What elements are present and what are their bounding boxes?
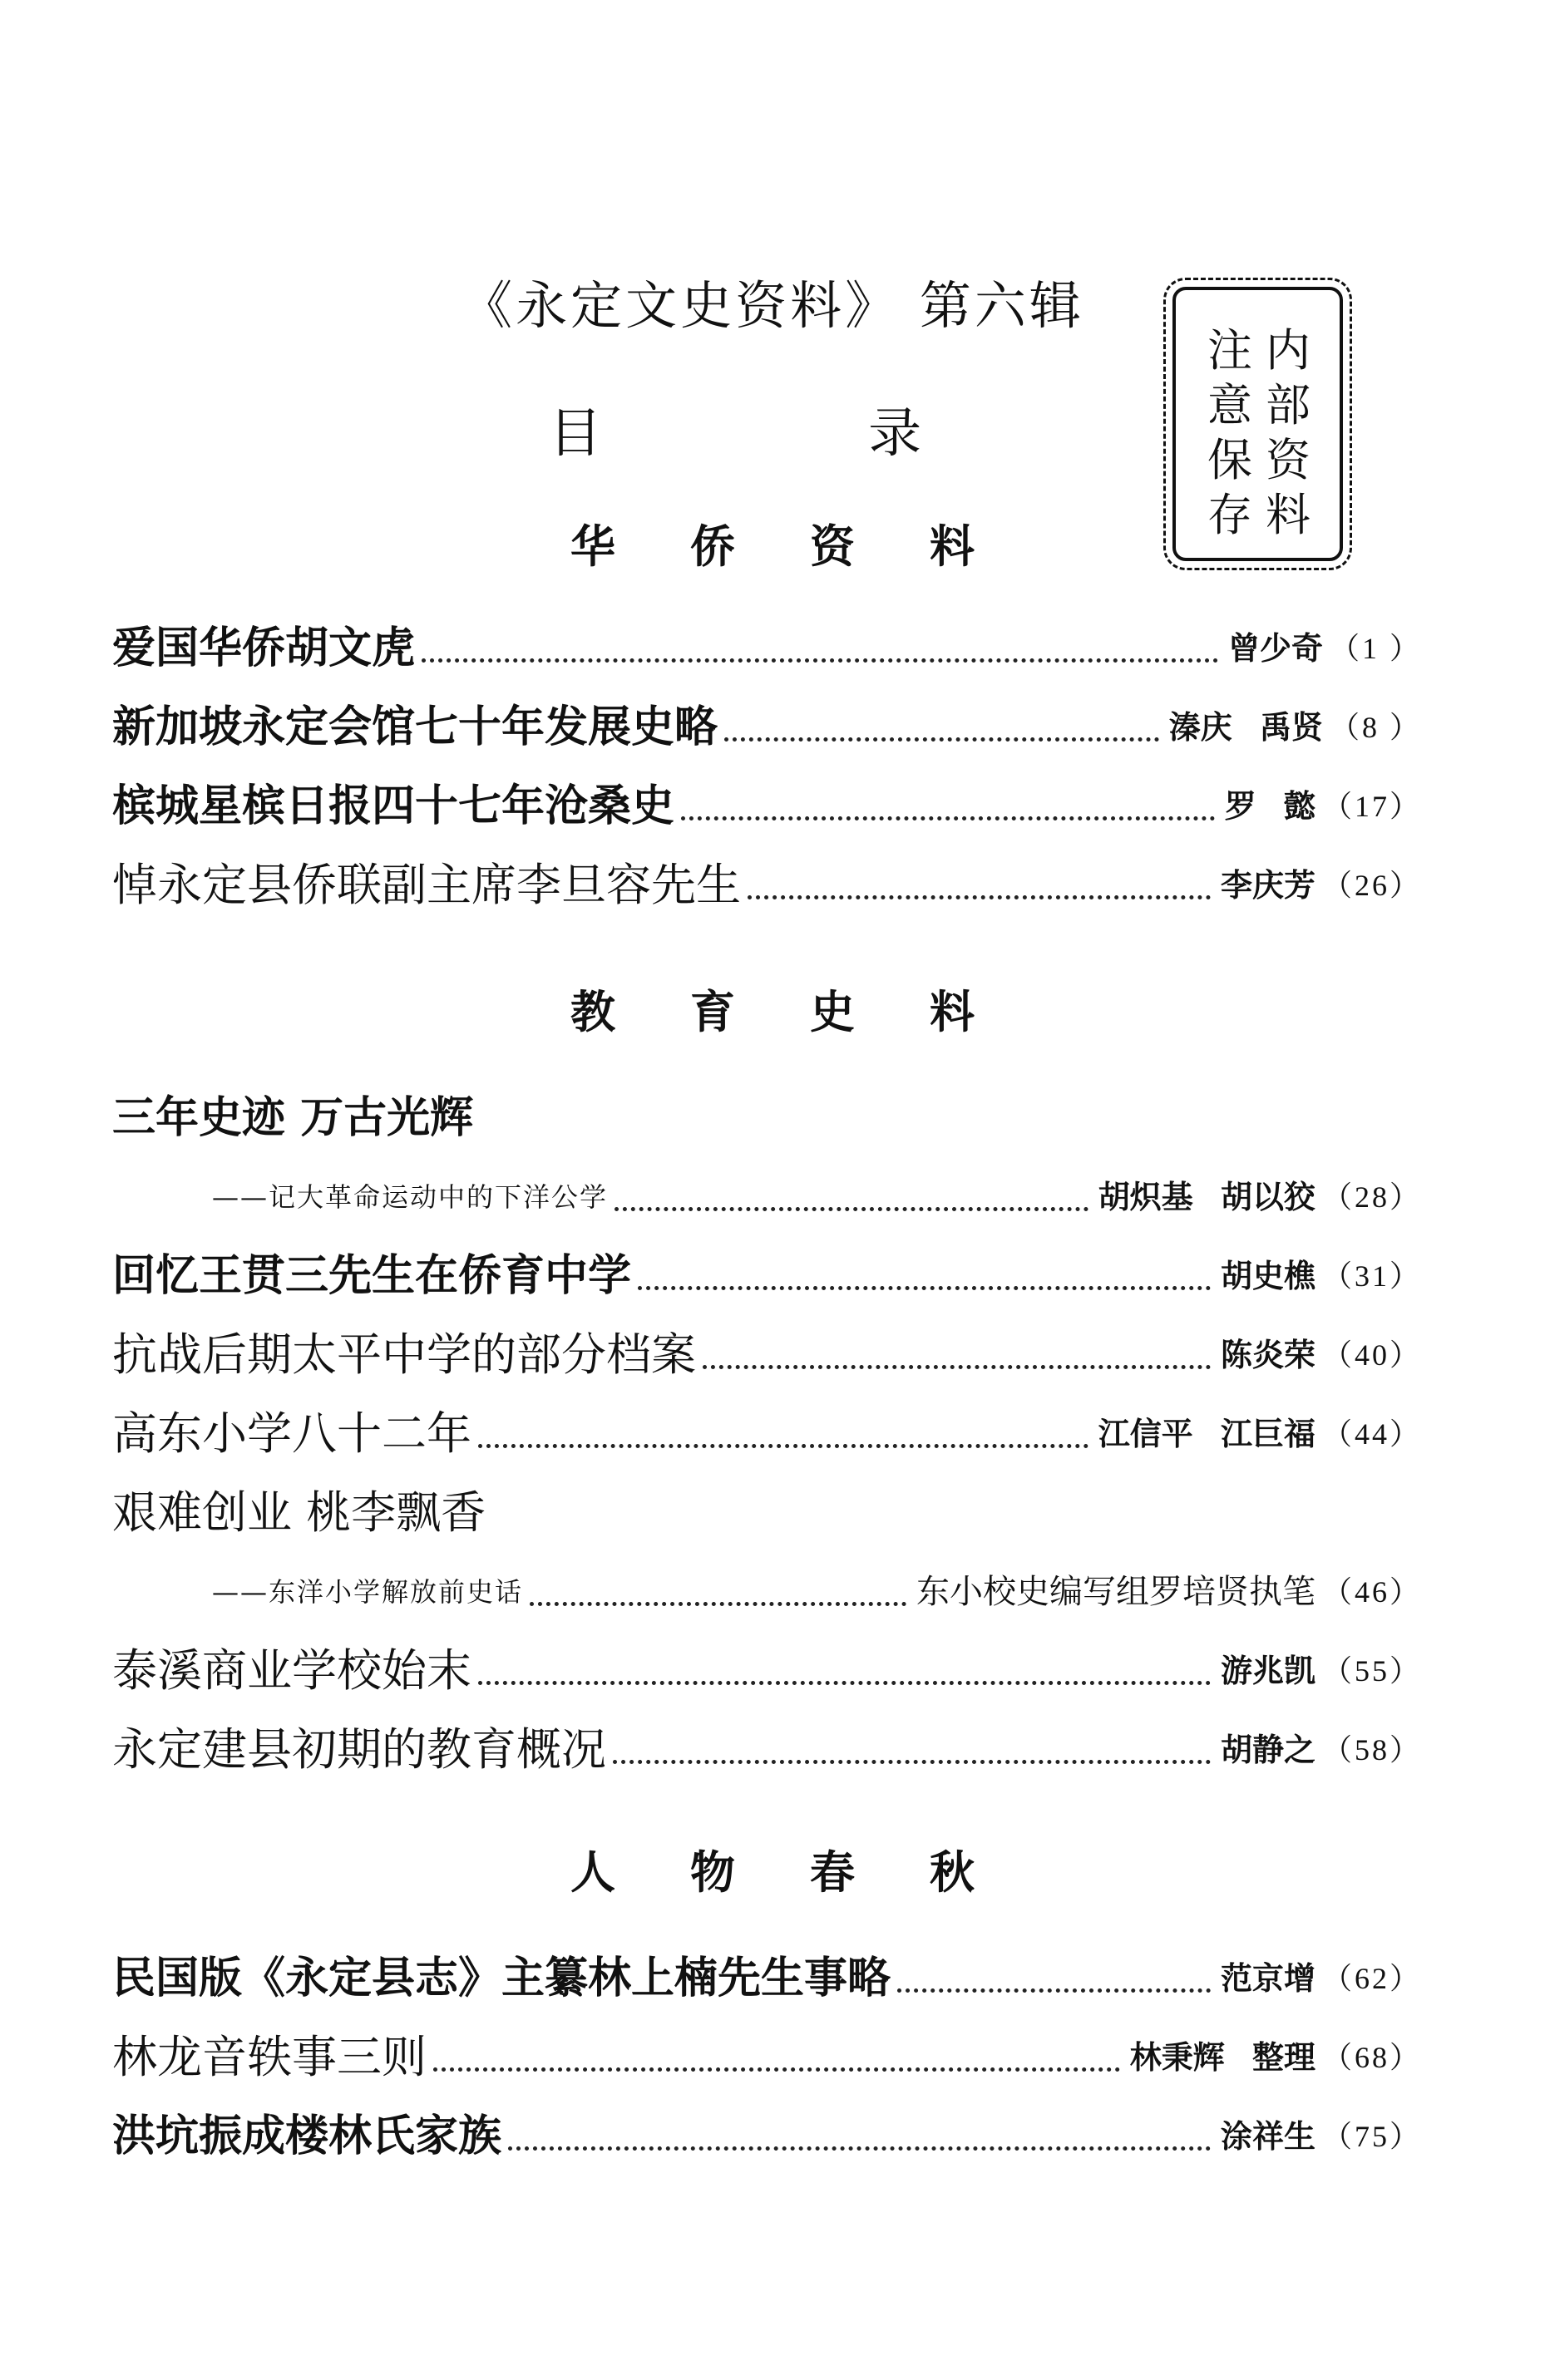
- toc-entry[interactable]: [112, 2107, 1422, 2166]
- entry-title: 艰难创业 桃李飘香: [112, 1486, 486, 1539]
- entry-page: （55）: [1321, 1654, 1422, 1688]
- entry-title: 民国版《永定县志》主纂林上楠先生事略: [112, 1954, 891, 2003]
- entry-author: 林秉辉 整理: [1129, 2039, 1315, 2076]
- entry-author: 胡炽基 胡以狡: [1098, 1179, 1315, 1215]
- section-heading: 人物春秋: [570, 1846, 1049, 1899]
- toc-entry[interactable]: [112, 856, 1422, 914]
- toc-entry[interactable]: [112, 1247, 1422, 1305]
- entry-author: 曾少奇: [1227, 630, 1323, 667]
- entry-title: 抗战后期太平中学的部分档案: [112, 1328, 696, 1381]
- entry-author: 东小校史编写组罗培贤执笔: [916, 1573, 1315, 1611]
- toc-entry[interactable]: [112, 1326, 1422, 1384]
- leader-dots: [703, 1365, 1211, 1369]
- entry-author: 胡静之: [1220, 1732, 1315, 1768]
- toc-entry[interactable]: [112, 698, 1422, 756]
- entry-title: 永定建县初期的教育概况: [112, 1723, 606, 1776]
- stamp-char: 部: [1266, 379, 1311, 431]
- entry-title: 悼永定县侨联副主席李旦容先生: [112, 859, 741, 911]
- entry-page: （31）: [1321, 1259, 1422, 1293]
- stamp-char: 意: [1207, 379, 1252, 431]
- entry-subtitle: ——东洋小学解放前史话: [212, 1576, 524, 1608]
- entry-author: 范京增: [1220, 1960, 1315, 1997]
- entry-page: （46）: [1321, 1575, 1422, 1609]
- entry-author: 李庆芳: [1220, 867, 1315, 904]
- leader-dots: [422, 658, 1218, 663]
- entry-page: （44）: [1321, 1417, 1422, 1451]
- toc-entry[interactable]: [112, 1168, 1422, 1226]
- entry-title: 槟城星槟日报四十七年沧桑史: [112, 781, 675, 831]
- stamp-char: 注: [1207, 324, 1252, 377]
- leader-dots: [433, 2067, 1120, 2072]
- toc-entry[interactable]: [112, 1484, 1422, 1542]
- toc-entry[interactable]: [112, 1089, 1422, 1147]
- toc-entry[interactable]: [112, 1405, 1422, 1463]
- stamp-char: 内: [1266, 324, 1311, 377]
- leader-dots: [508, 2146, 1211, 2151]
- entry-author: 涂祥生: [1220, 2118, 1315, 2155]
- leader-dots: [478, 1681, 1211, 1685]
- leader-dots: [681, 816, 1215, 820]
- entry-author: 罗 懿: [1224, 788, 1315, 825]
- leader-dots: [724, 737, 1159, 742]
- entry-title: 回忆王贯三先生在侨育中学: [112, 1251, 632, 1301]
- entry-author: 胡史樵: [1220, 1258, 1315, 1294]
- toc-entry[interactable]: [112, 1721, 1422, 1779]
- leader-dots: [897, 1988, 1211, 1993]
- entry-title: 爱国华侨胡文虎: [112, 623, 416, 673]
- entry-author: 江信平 江巨福: [1098, 1416, 1315, 1452]
- toc-entry[interactable]: [112, 2028, 1422, 2087]
- stamp-char: 料: [1266, 489, 1311, 541]
- toc-entry[interactable]: [112, 619, 1422, 678]
- entry-page: （62）: [1321, 1962, 1422, 1995]
- leader-dots: [613, 1760, 1211, 1764]
- leader-dots: [748, 895, 1211, 899]
- entry-title: 新加坡永定会馆七十年发展史略: [112, 702, 718, 752]
- entry-title: 高东小学八十二年: [112, 1407, 471, 1460]
- entry-page: （17）: [1321, 790, 1422, 823]
- doc-title: 目 录: [548, 403, 1047, 465]
- entry-page: （75）: [1321, 2120, 1422, 2153]
- entry-title: 洪坑振成楼林氏家族: [112, 2111, 502, 2161]
- entry-author: 溱庆 禹贤: [1168, 709, 1323, 746]
- toc-entry[interactable]: [112, 777, 1422, 835]
- leader-dots: [478, 1444, 1088, 1448]
- entry-page: （8 ）: [1329, 711, 1422, 744]
- entry-title: 三年史迹 万古光辉: [112, 1093, 474, 1143]
- entry-page: （40）: [1321, 1338, 1422, 1372]
- entry-page: （26）: [1321, 869, 1422, 902]
- entry-author: 游兆凯: [1220, 1653, 1315, 1689]
- series-title: 《永定文史资料》 第六辑: [461, 275, 1084, 336]
- toc-entry[interactable]: [112, 1949, 1422, 2008]
- entry-page: （58）: [1321, 1733, 1422, 1767]
- entry-author: 陈炎荣: [1220, 1337, 1315, 1373]
- stamp-char: 资: [1266, 434, 1311, 486]
- leader-dots: [615, 1207, 1088, 1211]
- entry-page: （1 ）: [1329, 632, 1422, 665]
- stamp-char: 保: [1207, 434, 1252, 486]
- entry-subtitle: ——记大革命运动中的下洋公学: [212, 1181, 609, 1213]
- toc-entry[interactable]: [112, 1642, 1422, 1700]
- section-heading: 教育史料: [570, 986, 1049, 1038]
- entry-title: 泰溪商业学校始末: [112, 1644, 471, 1697]
- entry-page: （28）: [1321, 1180, 1422, 1214]
- entry-page: （68）: [1321, 2041, 1422, 2074]
- leader-dots: [530, 1602, 906, 1606]
- stamp-char: 存: [1207, 489, 1252, 541]
- section-heading: 华侨资料: [570, 520, 1049, 573]
- leader-dots: [638, 1286, 1211, 1290]
- toc-entry[interactable]: [112, 1563, 1422, 1621]
- entry-title: 林龙音轶事三则: [112, 2031, 427, 2083]
